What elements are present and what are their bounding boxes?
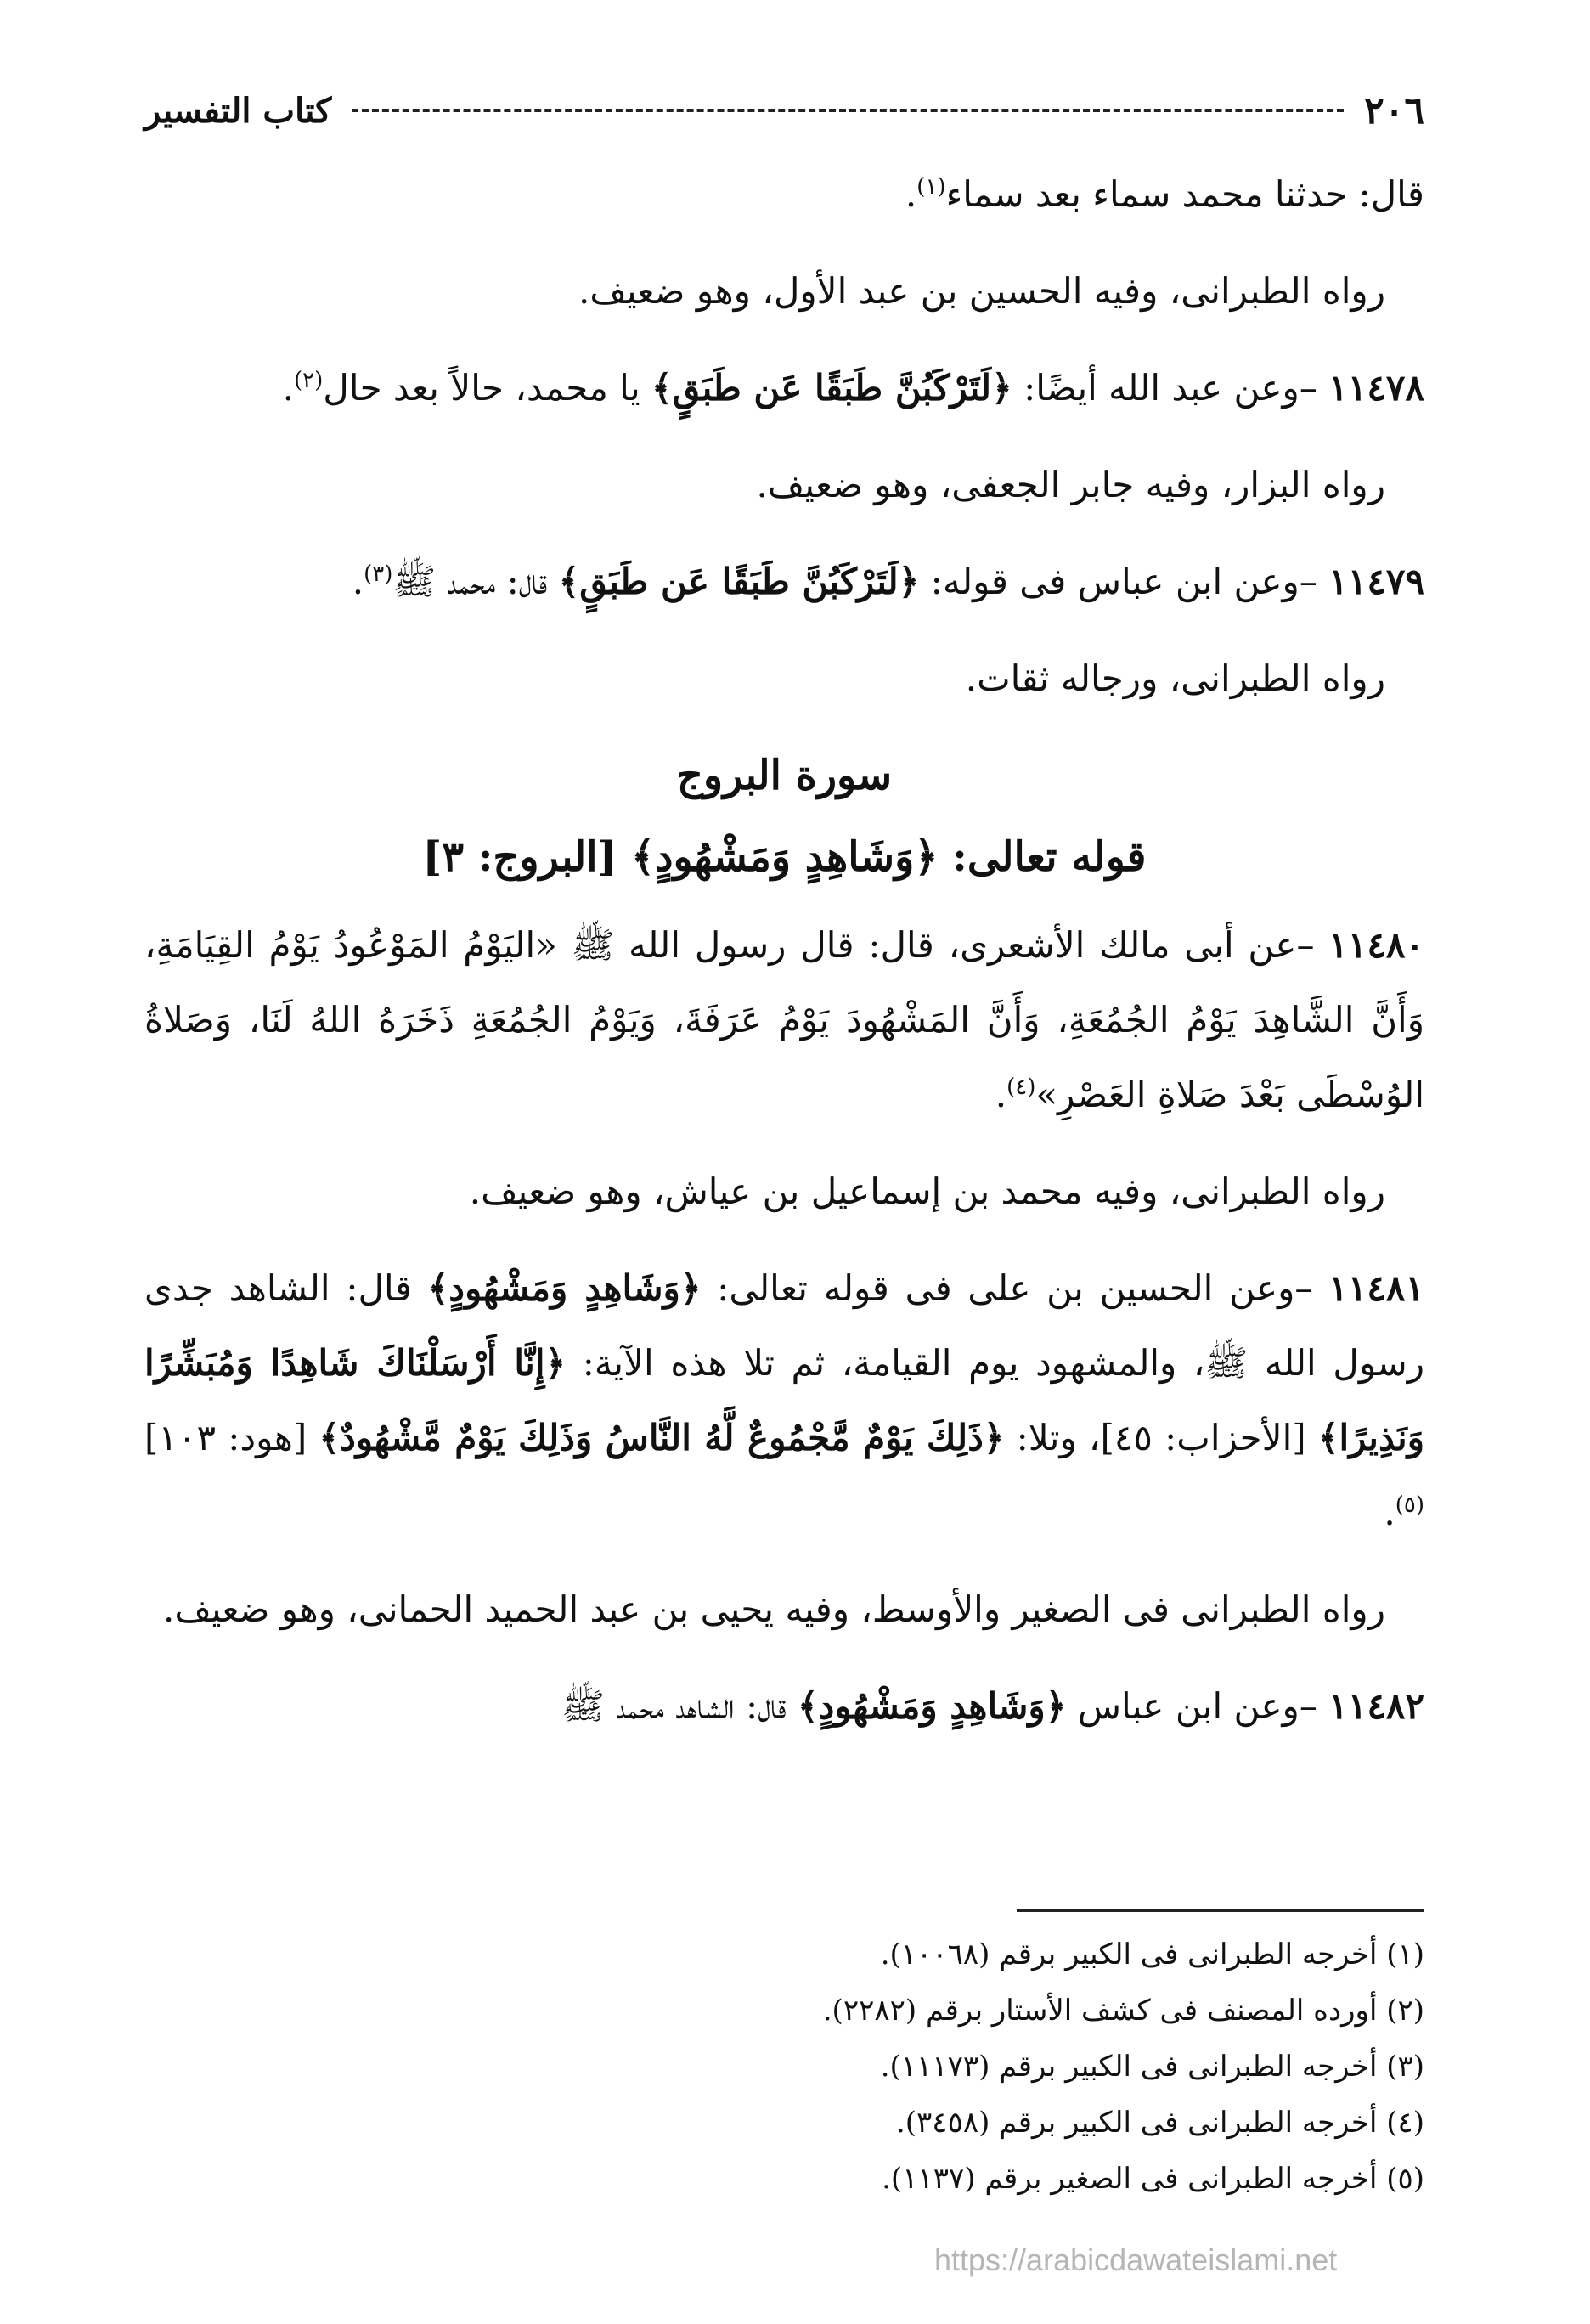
hadith-11481: ١١٤٨١ –وعن الحسين بن على فى قوله تعالى: ﴿وَشَاهِدٍ وَمَشْهُودٍ﴾ قال: الشاهد جدى رسول الله ﷺ، والمشهود يوم القيامة، ثم تلا هذه الآية: ﴿إِنَّا أَرْسَلْنَاكَ شَاهِدًا وَمُبَشِّرًا وَنَذِيرًا﴾ [الأحزاب: ٤٥]، وتلا: ﴿ذَلِكَ يَوْمٌ مَّجْمُوعٌ لَّهُ النَّاسُ وَذَلِكَ يَوْمٌ مَّشْهُودٌ﴾ [هود: ١٠٣]$^{(٥)}$. xyxy=(144,1267,1424,1533)
hadith-number: ١١٤٨٠ xyxy=(1328,924,1425,966)
section-heading: قوله تعالى: ﴿وَشَاهِدٍ وَمَشْهُودٍ﴾ [البروج: ٣] xyxy=(422,833,1147,881)
footnote-ref: (١) xyxy=(916,174,946,200)
narrator-note: رواه الطبرانى، وفيه الحسين بن عبد الأول، وهو ضعيف. xyxy=(578,270,1385,312)
hadith-number: ١١٤٨١ xyxy=(1328,1267,1424,1309)
quran-quote: ﴿وَشَاهِدٍ وَمَشْهُودٍ﴾ xyxy=(630,833,939,881)
hadith-11478: ١١٤٧٨ –وعن عبد الله أيضًا: ﴿لَتَرْكَبُنَّ طَبَقًا عَن طَبَقٍ﴾ يا محمد، حالاً بعد حال$^{(٢)}$. xyxy=(282,367,1424,409)
narrator-note: رواه الطبرانى، ورجاله ثقات. xyxy=(965,657,1385,699)
quran-quote: ﴿وَشَاهِدٍ وَمَشْهُودٍ﴾ xyxy=(798,1685,1067,1727)
narrator-note: رواه البزار، وفيه جابر الجعفى، وهو ضعيف. xyxy=(756,464,1385,505)
page-number: ٢٠٦ xyxy=(1364,88,1424,133)
footnote-separator xyxy=(1017,1909,1424,1912)
footnote-ref: (٤) xyxy=(1006,1075,1036,1100)
footnote-2: (٢) أورده المصنف فى كشف الأستار برقم (٢٢٨٢). xyxy=(822,1994,1424,2028)
footnote-1: (١) أخرجه الطبرانى فى الكبير برقم (١٠٠٦٨). xyxy=(880,1938,1424,1971)
surah-title: سورة البروج xyxy=(676,752,893,799)
footnote-4: (٤) أخرجه الطبرانى فى الكبير برقم (٣٤٥٨). xyxy=(895,2106,1424,2140)
footnote-3: (٣) أخرجه الطبرانى فى الكبير برقم (١١١٧٣). xyxy=(880,2050,1424,2084)
page-header xyxy=(144,85,1424,136)
hadith-11479: ١١٤٧٩ –وعن ابن عباس فى قوله: ﴿لَتَرْكَبُنَّ طَبَقًا عَن طَبَقٍ﴾ قال: محمد ﷺ$^{(٣)}$. xyxy=(352,561,1424,602)
verse-reference: [الأحزاب: ٤٥]، وتلا: xyxy=(1016,1417,1306,1458)
book-title: كتاب التفسير xyxy=(144,90,332,131)
verse-reference: [هود: ١٠٣] xyxy=(144,1417,307,1458)
hadith-11482: ١١٤٨٢ –وعن ابن عباس ﴿وَشَاهِدٍ وَمَشْهُودٍ﴾ قال: الشاهد محمد ﷺ xyxy=(561,1685,1424,1727)
paragraph-continuation: قال: حدثنا محمد سماء بعد سماء$^{(١)}$. xyxy=(905,173,1424,215)
hadith-text: «اليَوْمُ المَوْعُودُ يَوْمُ القِيَامَةِ، وَأَنَّ الشَّاهِدَ يَوْمُ الجُمُعَةِ، وَأَنَّ المَشْهُودَ يَوْمُ عَرَفَةَ، وَيَوْمُ الجُمُعَةِ ذَخَرَهُ اللهُ لَنَا، وَصَلاةُ الوُسْطَى بَعْدَ صَلاةِ العَصْرِ» xyxy=(144,924,1424,1115)
footnotes xyxy=(144,1926,1424,2207)
footnote-5: (٥) أخرجه الطبرانى فى الصغير برقم (١١٣٧). xyxy=(882,2162,1424,2196)
narrator-note: رواه الطبرانى فى الصغير والأوسط، وفيه يحيى بن عبد الحميد الحمانى، وهو ضعيف. xyxy=(163,1588,1385,1630)
quran-quote: ﴿وَشَاهِدٍ وَمَشْهُودٍ﴾ xyxy=(427,1267,702,1309)
hadith-number: ١١٤٧٩ xyxy=(1328,561,1424,602)
footnote-ref: (٢) xyxy=(294,368,324,393)
hadith-number: ١١٤٧٨ xyxy=(1328,367,1424,409)
quran-quote: ﴿ذَلِكَ يَوْمٌ مَّجْمُوعٌ لَّهُ النَّاسُ وَذَلِكَ يَوْمٌ مَّشْهُودٌ﴾ xyxy=(319,1417,1005,1458)
header-dashed-rule xyxy=(352,109,1344,112)
quran-quote: ﴿لَتَرْكَبُنَّ طَبَقًا عَن طَبَقٍ﴾ xyxy=(558,561,920,602)
narrator-note: رواه الطبرانى، وفيه محمد بن إسماعيل بن عياش، وهو ضعيف. xyxy=(469,1170,1385,1212)
footnote-ref: (٣) xyxy=(364,561,393,587)
hadith-number: ١١٤٨٢ xyxy=(1328,1685,1424,1727)
quran-quote: ﴿إِنَّا أَرْسَلْنَاكَ شَاهِدًا وَمُبَشِّرًا وَنَذِيرًا﴾ xyxy=(144,1342,1424,1458)
verse-reference: [البروج: ٣] xyxy=(422,833,617,881)
hadith-11480: ١١٤٨٠ –عن أبى مالك الأشعرى، قال: قال رسول الله ﷺ «اليَوْمُ المَوْعُودُ يَوْمُ القِيَامَةِ، وَأَنَّ الشَّاهِدَ يَوْمُ الجُمُعَةِ، وَأَنَّ المَشْهُودَ يَوْمُ عَرَفَةَ، وَيَوْمُ الجُمُعَةِ ذَخَرَهُ اللهُ لَنَا، وَصَلاةُ الوُسْطَى بَعْدَ صَلاةِ العَصْرِ»$^{(٤)}$. xyxy=(144,924,1425,1115)
footnote-ref: (٥) xyxy=(1395,1492,1424,1518)
page-body xyxy=(144,157,1424,1766)
watermark-url: https://arabicdawateislami.net xyxy=(934,2242,1338,2277)
quran-quote: ﴿لَتَرْكَبُنَّ طَبَقًا عَن طَبَقٍ﴾ xyxy=(651,367,1012,409)
